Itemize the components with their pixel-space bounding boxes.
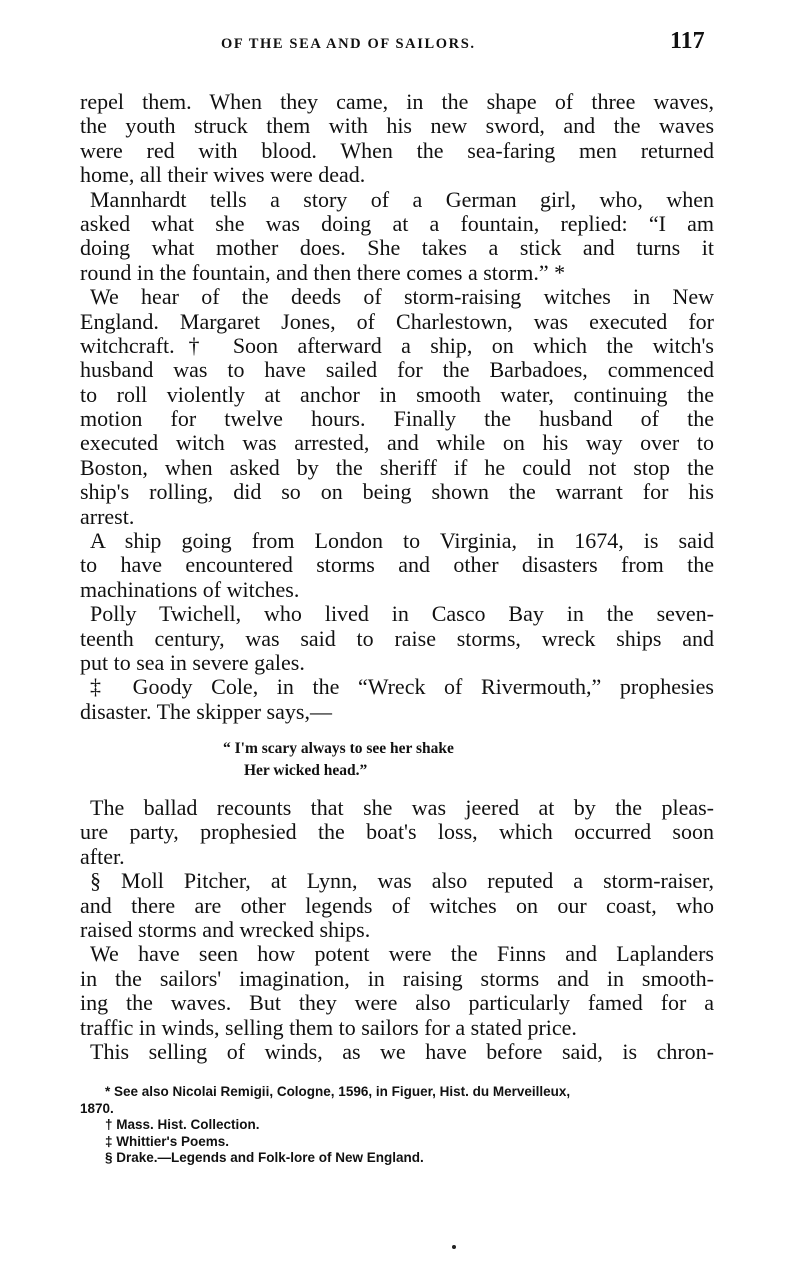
text-line: § Moll Pitcher, at Lynn, was also reputed a storm-raiser, [90,868,714,894]
text-line: traffic in winds, selling them to sailors for a stated price. [80,1014,577,1040]
footnote: § Drake.—Legends and Folk-lore of New England. [105,1150,424,1166]
quote-line: “ I'm scary always to see her shake [223,740,454,757]
text-line: arrest. [80,503,135,529]
scan-mark [452,1245,456,1249]
text-line: We have seen how potent were the Finns and Laplanders [90,941,714,967]
text-line: husband was to have sailed for the Barbadoes, commenced [80,357,714,383]
text-line: Boston, when asked by the sheriff if he could not stop the [80,454,714,480]
footnote: ‡ Whittier's Poems. [105,1133,229,1149]
text-line: the youth struck them with his new sword, and the waves [80,113,714,139]
text-line: put to sea in severe gales. [80,649,305,675]
text-line: were red with blood. When the sea-faring men returned [80,137,714,163]
text-line: after. [80,843,125,869]
text-line: A ship going from London to Virginia, in 1674, is said [90,528,714,554]
text-line: Polly Twichell, who lived in Casco Bay in the seven- [90,601,714,627]
text-line: raised storms and wrecked ships. [80,916,371,942]
text-line: witchcraft.† Soon afterward a ship, on which the witch's [80,332,714,358]
text-line: disaster. The skipper says,— [80,698,332,724]
text-line: The ballad recounts that she was jeered at by the pleas- [90,795,714,820]
text-line: England. Margaret Jones, of Charlestown, was executed for [80,308,714,334]
body-text-bottom [80,796,714,1064]
text-line: ‡ Goody Cole, in the “Wreck of Rivermouth,” prophesies [90,674,714,700]
text-line: to have encountered storms and other disasters from the [80,552,714,578]
text-line: repel them. When they came, in the shape of three waves, [80,89,714,114]
text-line: motion for twelve hours. Finally the husband of the [80,406,714,432]
text-line: We hear of the deeds of storm-raising witches in New [90,284,714,310]
text-line: executed witch was arrested, and while on his way over to [80,430,714,456]
text-line: ship's rolling, did so on being shown the warrant for his [80,479,714,505]
footnotes [80,1084,714,1167]
text-line: ure party, prophesied the boat's loss, which occurred soon [80,819,714,845]
text-line: home, all their wives were dead. [80,162,366,188]
text-line: machinations of witches. [80,576,300,602]
footnote: 1870. [80,1100,114,1116]
verse-quote [223,738,454,782]
body-text-top [80,90,714,724]
text-line: doing what mother does. She takes a stick and turns it [80,235,714,261]
page-number: 117 [670,28,705,54]
text-line: ing the waves. But they were also particularly famed for a [80,990,714,1016]
running-title: OF THE SEA AND OF SAILORS. [221,36,476,52]
footnote: † Mass. Hist. Collection. [105,1117,260,1133]
text-line: to roll violently at anchor in smooth water, continuing the [80,381,714,407]
text-line: in the sailors' imagination, in raising storms and in smooth- [80,965,714,991]
quote-line: Her wicked head.” [244,762,368,779]
text-line: Mannhardt tells a story of a German girl, who, when [90,186,714,212]
text-line: asked what she was doing at a fountain, replied: “I am [80,210,714,236]
text-line: teenth century, was said to raise storms, wreck ships and [80,625,714,651]
text-line: This selling of winds, as we have before said, is chron- [90,1038,714,1064]
footnote: * See also Nicolai Remigii, Cologne, 1596, in Figuer, Hist. du Merveilleux, [105,1084,571,1099]
text-line: round in the fountain, and then there comes a storm.” * [80,259,566,285]
text-line: and there are other legends of witches on our coast, who [80,892,714,918]
